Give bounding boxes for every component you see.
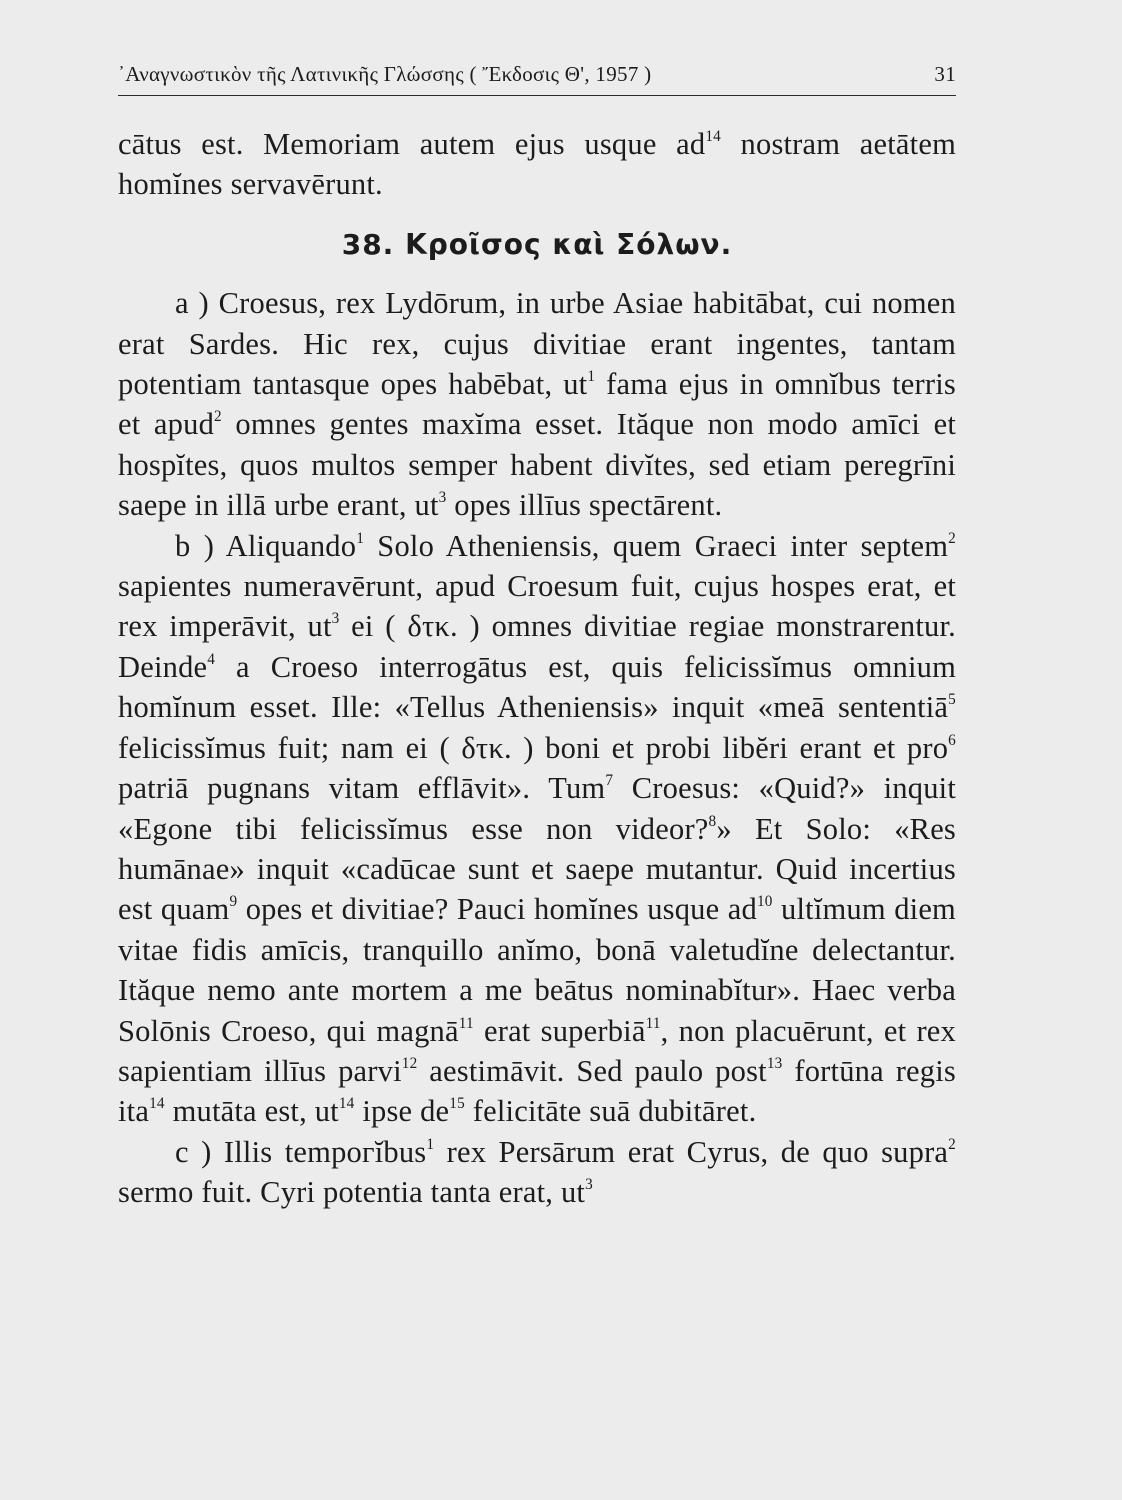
paragraph-text: sapientes numeravērunt, apud Croesum fuit, cujus hospes erat, et rex imperāvit, ut [118,569,956,644]
footnote-marker: 3 [438,489,447,507]
section-heading: 38. Κροῖσος καὶ Σόλων. [341,227,733,261]
paragraph-text: Solo Atheniensis, quem Graeci inter septem [364,528,949,563]
footnote-marker: 3 [585,1176,593,1194]
footnote-marker: 6 [948,731,956,749]
footnote-marker: 2 [214,408,222,426]
paragraph-text: fortūna regis ita [118,1053,956,1129]
paragraph-b [118,526,956,1132]
footnote-marker: 11 [458,1014,474,1032]
footnote-marker: 15 [449,1095,465,1113]
paragraph-text: opes et divitiae? Pauci homĭnes usque ad [237,892,757,927]
footnote-marker: 10 [756,893,773,911]
paragraph-text: sermo fuit. Cyri potentia tanta erat, ut [118,1175,586,1210]
footnote-marker: 14 [149,1095,165,1113]
running-head [118,62,956,96]
paragraph-text: cātus est. Memoriam autem ejus usque ad [118,127,706,161]
footnote-marker: 2 [948,1135,956,1153]
paragraph-text: felicitāte suā dubitāret. [464,1094,757,1129]
footnote-marker: 1 [426,1135,435,1153]
paragraph-text: Croesus: «Quid?» inquit «Egone tibi felicissĭmus esse non videor? [118,771,956,846]
footnote-marker: 8 [708,812,717,830]
footnote-marker: 5 [948,691,956,709]
paragraph-text: aestimāvit. Sed paulo post [417,1053,767,1088]
footnote-marker: 7 [605,772,614,790]
paragraph-text: ultĭmum diem vitae fidis amīcis, tranquillo anĭmo, bonā valetudĭne delectantur. Ităque nemo ante mortem a me beātus nominabĭtur». Haec verba Solōnis Croeso, qui magnā [118,892,956,1048]
paragraph-text: c ) Illis tempoгĭbus [175,1134,427,1169]
footnote-marker: 2 [948,529,956,547]
paragraph-text: b ) Aliquando [175,528,357,563]
paragraph-text: felicissĭmus fuit; nam ei ( δτκ. ) boni et probi libĕri erant et pro [118,730,949,765]
paragraph-text: a ) Croesus, rex Lydōrum, in urbe Asiae habitābat, cui nomen erat Sardes. Hic rex, cujus divitiae erant ingentes, tantam potentiam tantasque opes habēbat, ut [118,286,956,402]
paragraph-text: erat superbiā [473,1013,646,1048]
paragraph-text: rex Persārum erat Cyrus, de quo supra [434,1134,949,1169]
footnote-marker: 9 [229,893,238,911]
paragraph-text: , non placuērunt, et rex sapientiam illīus parvi [118,1013,956,1088]
footnote-marker: 12 [401,1054,418,1072]
paragraph-c [118,1132,956,1213]
paragraph-text: » Et Solo: «Res humānae» inquit «cadūcae sunt et saepe mutantur. Quid incertius est quam [118,811,956,927]
paragraph-text: opes illīus spectārent. [446,488,723,523]
paragraph-text: ei ( δτκ. ) omnes divitiae regiae monstrarentur. Deinde [118,609,956,684]
footnote-marker: 14 [338,1095,355,1113]
paragraph-text: a Croeso interrogātus est, quis felicissĭmus omnium homĭnum esset. Ille: «Tellus Atheniensis» inquit «meā sententiā [118,649,956,725]
paragraph-text: patriā pugnans vitam efflāvit». Tum [118,771,606,806]
footnote-marker: 4 [207,650,216,668]
page-number: 31 [934,62,956,86]
footnote-marker: 3 [331,610,340,628]
footnote-marker: 14 [705,128,721,146]
body-text [118,124,956,1213]
paragraph-text: fama ejus in omnĭbus terris et apud [118,367,956,442]
footnote-marker: 11 [645,1014,661,1032]
paragraph-text: mutāta est, ut [164,1094,339,1129]
paragraph-text: nostram aetātem homĭnes servavērunt. [118,127,956,202]
running-head-title: ᾿Αναγνωστικὸν τῆς Λατινικῆς Γλώσσης ( Ἔκδοσις Θ', 1957 ) [118,62,652,86]
paragraph-text: ipse de [354,1094,450,1129]
footnote-marker: 1 [356,529,365,547]
book-page [118,62,956,1213]
footnote-marker: 13 [766,1054,783,1072]
paragraph-text: omnes gentes maxĭma esset. Ităque non modo amīci et hospĭtes, quos multos semper habent divĭtes, sed etiam peregrīni saepe in illā urbe erant, ut [118,407,957,523]
footnote-marker: 1 [587,368,596,386]
paragraph-a [118,283,956,525]
intro-paragraph [118,124,956,205]
